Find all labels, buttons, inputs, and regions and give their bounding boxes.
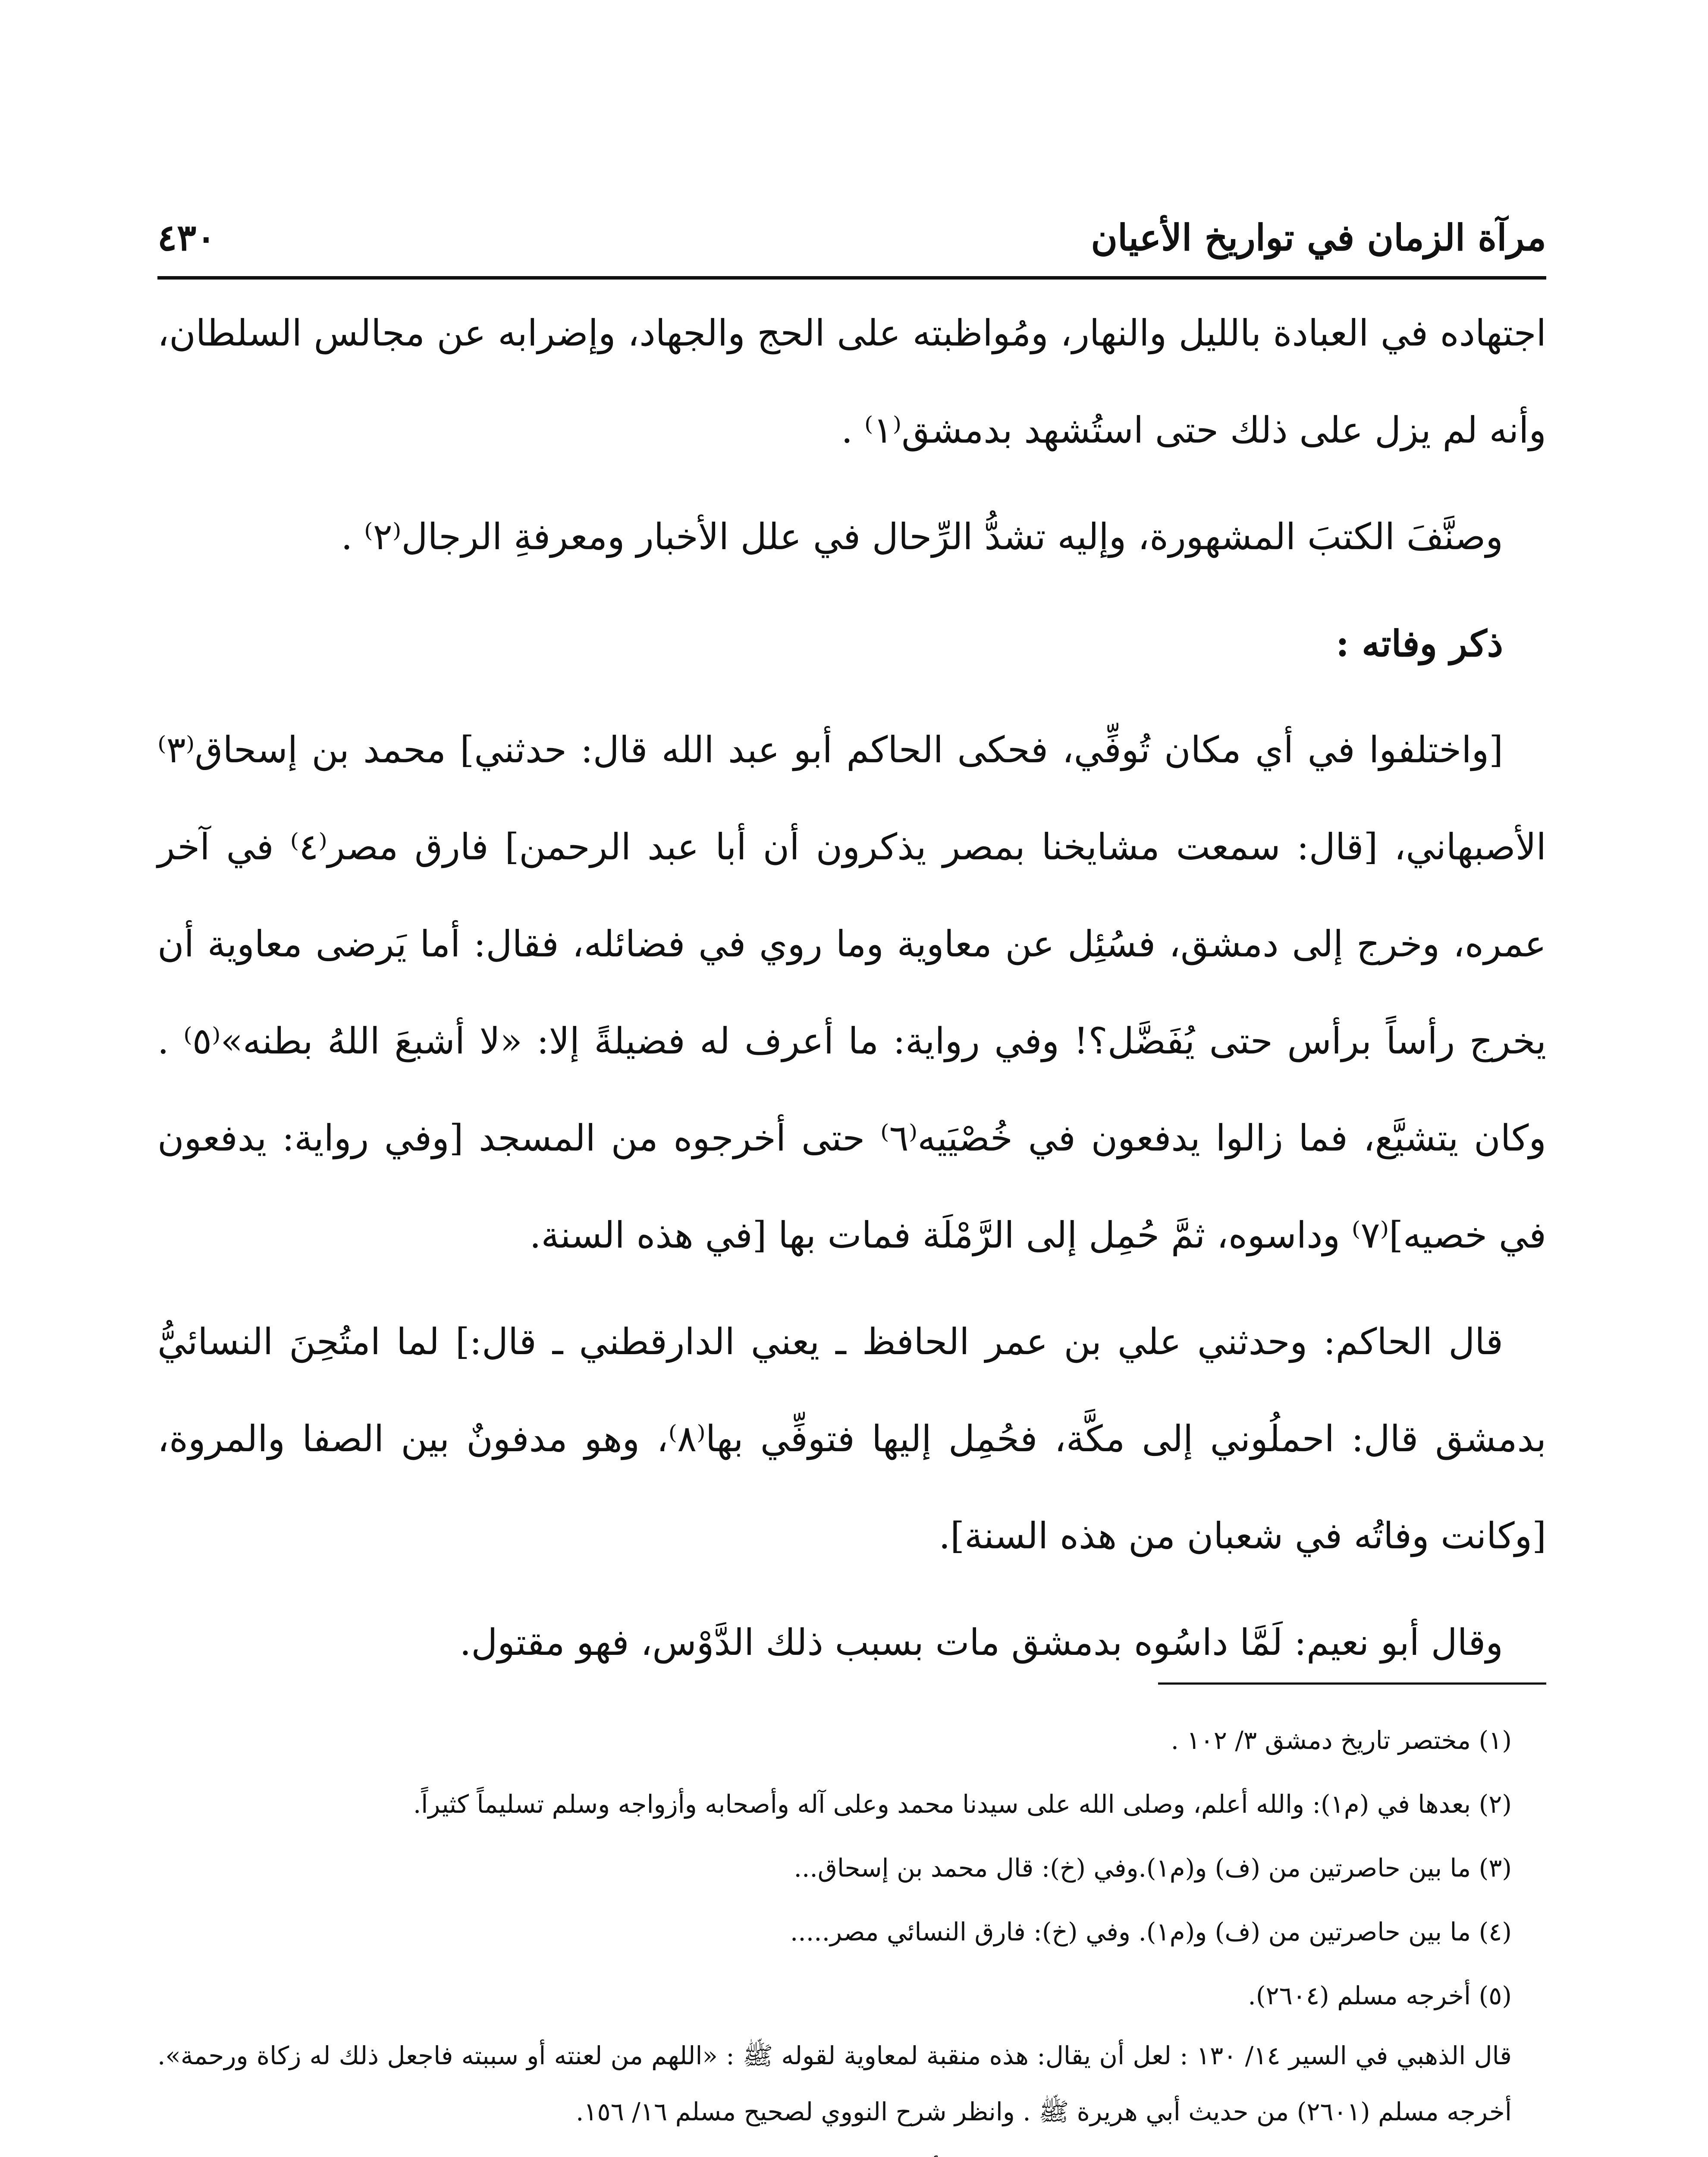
page-number: ٤٣٠ — [157, 216, 216, 259]
paragraph: وصنَّفَ الكتبَ المشهورة، وإليه تشدُّ الرِّحال في علل الأخبار ومعرفةِ الرجال⁽٢⁾ . — [341, 516, 1503, 558]
footnote-continuation: قال الذهبي في السير ١٤/ ١٣٠ : لعل أن يقال: هذه منقبة لمعاوية لقوله ﷺ : «اللهم من لعنته أو سببته فاجعل ذلك له زكاة ورحمة». أخرجه مسلم (٢٦٠١) من حديث أبي هريرة ﷺ . وانظر شرح النووي لصحيح مسلم ١٦/ ١٥٦. — [157, 2041, 1512, 2126]
footnote: (٥) أخرجه مسلم (٢٦٠٤). — [1248, 1981, 1512, 2010]
footnotes — [157, 1708, 1546, 2157]
book-title: مرآة الزمان في تواريخ الأعيان — [1091, 216, 1546, 259]
running-header — [157, 181, 1546, 280]
footnote — [157, 2140, 1546, 2157]
main-text — [157, 285, 1547, 1663]
footnote: (٣) ما بين حاصرتين من (ف) و(م١).وفي (خ): قال محمد بن إسحاق... — [794, 1853, 1512, 1883]
footnote: (١) مختصر تاريخ دمشق ٣/ ١٠٢ . — [1171, 1726, 1512, 1755]
section-heading: ذكر وفاته : — [1336, 622, 1503, 665]
footnote: (٤) ما بين حاصرتين من (ف) و(م١). وفي (خ): فارق النسائي مصر..... — [790, 1917, 1512, 1946]
footnote: (٢) بعدها في (م١): والله أعلم، وصلى الله على سيدنا محمد وعلى آله وأصحابه وأزواجه وسلم تسليماً كثيراً. — [413, 1789, 1512, 1819]
paragraph: قال الحاكم: وحدثني علي بن عمر الحافظ ـ يعني الدارقطني ـ قال:] لما امتُحِنَ النسائيُّ بدمشق قال: احملُوني إلى مكَّة، فحُمِل إليها فتوفِّي بها⁽٨⁾، وهو مدفونٌ بين الصفا والمروة، [وكانت وفاتُه في شعبان من هذه السنة]. — [157, 1321, 1547, 1557]
paragraph: اجتهاده في العبادة بالليل والنهار، ومُواظبته على الحج والجهاد، وإضرابه عن مجالس السلطان، وأنه لم يزل على ذلك حتى استُشهد بدمشق⁽١⁾ . — [157, 312, 1546, 451]
footnote-separator — [1158, 1682, 1546, 1685]
paragraph: [واختلفوا في أي مكان تُوفِّي، فحكى الحاكم أبو عبد الله قال: حدثني] محمد بن إسحاق⁽٣⁾ الأصبهاني، [قال: سمعت مشايخنا بمصر يذكرون أن أبا عبد الرحمن] فارق مصر⁽٤⁾ في آخر عمره، وخرج إلى دمشق، فسُئِل عن معاوية وما روي في فضائله، فقال: أما يَرضى معاوية أن يخرج رأساً برأس حتى يُفَضَّل؟! وفي رواية: ما أعرف له فضيلةً إلا: «لا أشبعَ اللهُ بطنه»⁽٥⁾ . وكان يتشيَّع، فما زالوا يدفعون في خُصْيَيه⁽٦⁾ حتى أخرجوه من المسجد [وفي رواية: يدفعون في خصيه]⁽٧⁾ وداسوه، ثمَّ حُمِل إلى الرَّمْلَة فمات بها [في هذه السنة. — [157, 729, 1547, 1256]
paragraph: وقال أبو نعيم: لَمَّا داسُوه بدمشق مات بسبب ذلك الدَّوْس، فهو مقتول. — [459, 1621, 1503, 1663]
